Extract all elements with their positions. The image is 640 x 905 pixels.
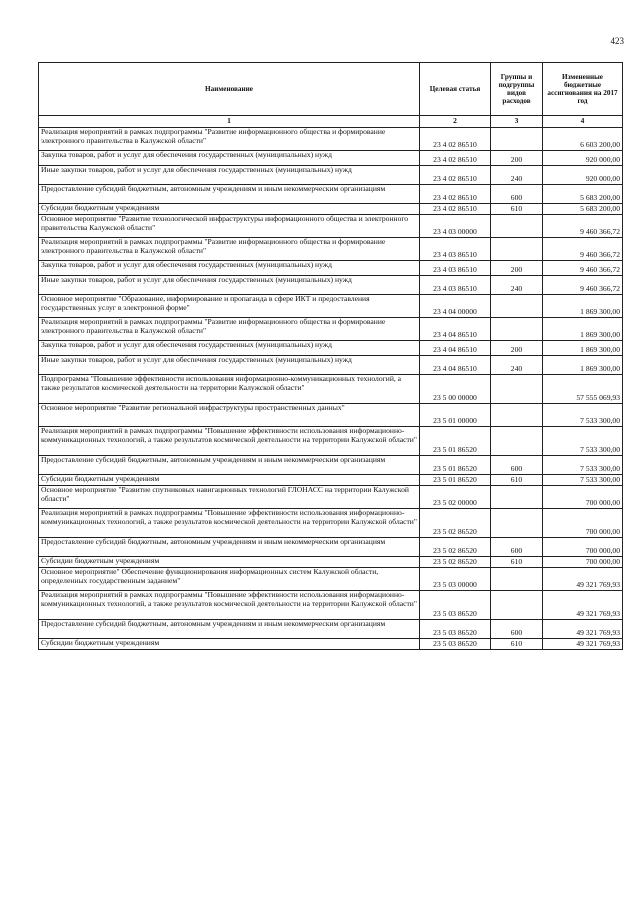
row-name-cell: Основное мероприятие "Развитие региональной инфраструктуры пространственных данных" xyxy=(39,404,420,427)
table-row xyxy=(39,404,623,427)
row-amount-cell: 1 869 300,00 xyxy=(543,341,623,356)
column-number-row xyxy=(39,116,623,128)
row-code-cell: 23 4 04 00000 xyxy=(420,295,491,318)
header-name: Наименование xyxy=(39,63,420,116)
row-code-cell: 23 5 01 86520 xyxy=(420,475,491,486)
row-name-cell: Основное мероприятие "Развитие спутниковых навигационных технологий ГЛОНАСС на территории Калужской области" xyxy=(39,486,420,509)
column-number: 1 xyxy=(39,116,420,128)
row-group-cell: 200 xyxy=(491,341,543,356)
row-name-cell: Реализация мероприятий в рамках подпрограммы "Развитие информационного общества и формирование электронного правительства в Калужской области" xyxy=(39,318,420,341)
column-number: 3 xyxy=(491,116,543,128)
row-amount-cell: 7 533 300,00 xyxy=(543,456,623,475)
row-group-cell: 600 xyxy=(491,538,543,557)
row-amount-cell: 6 603 200,00 xyxy=(543,128,623,151)
row-code-cell: 23 4 02 86510 xyxy=(420,204,491,215)
row-group-cell xyxy=(491,295,543,318)
table-row xyxy=(39,620,623,639)
row-code-cell: 23 4 03 86510 xyxy=(420,261,491,276)
table-row xyxy=(39,204,623,215)
row-code-cell: 23 4 04 86510 xyxy=(420,341,491,356)
row-amount-cell: 7 533 300,00 xyxy=(543,427,623,456)
row-name-cell: Основное мероприятие "Развитие технологической инфраструктуры информационного общества и электронного правительства Калужской области" xyxy=(39,215,420,238)
row-amount-cell: 49 321 769,93 xyxy=(543,568,623,591)
row-code-cell: 23 5 00 00000 xyxy=(420,375,491,404)
row-code-cell: 23 4 04 86510 xyxy=(420,318,491,341)
row-code-cell: 23 5 02 86520 xyxy=(420,509,491,538)
row-name-cell: Субсидии бюджетным учреждениям xyxy=(39,557,420,568)
row-group-cell: 600 xyxy=(491,456,543,475)
row-name-cell: Закупка товаров, работ и услуг для обеспечения государственных (муниципальных) нужд xyxy=(39,261,420,276)
table-row xyxy=(39,318,623,341)
row-amount-cell: 5 683 200,00 xyxy=(543,204,623,215)
table-row xyxy=(39,151,623,166)
row-name-cell: Реализация мероприятий в рамках подпрограммы "Повышение эффективности использования информационно-коммуникационных технологий, а также результатов космической деятельности на территории Калужской области" xyxy=(39,591,420,620)
table-row xyxy=(39,185,623,204)
row-code-cell: 23 5 01 00000 xyxy=(420,404,491,427)
row-group-cell: 600 xyxy=(491,620,543,639)
row-name-cell: Субсидии бюджетным учреждениям xyxy=(39,204,420,215)
row-group-cell: 200 xyxy=(491,261,543,276)
row-name-cell: Реализация мероприятий в рамках подпрограммы "Повышение эффективности использования информационно-коммуникационных технологий, а также результатов космической деятельности на территории Калужской области" xyxy=(39,509,420,538)
row-amount-cell: 1 869 300,00 xyxy=(543,318,623,341)
row-amount-cell: 9 460 366,72 xyxy=(543,261,623,276)
row-amount-cell: 700 000,00 xyxy=(543,486,623,509)
row-code-cell: 23 4 02 86510 xyxy=(420,128,491,151)
row-group-cell xyxy=(491,404,543,427)
table-row xyxy=(39,456,623,475)
row-name-cell: Иные закупки товаров, работ и услуг для обеспечения государственных (муниципальных) нужд xyxy=(39,166,420,185)
table-row xyxy=(39,486,623,509)
row-group-cell xyxy=(491,568,543,591)
row-group-cell: 600 xyxy=(491,185,543,204)
header-amount: Измененные бюджетные ассигнования на 2017 год xyxy=(543,63,623,116)
table-row xyxy=(39,509,623,538)
row-amount-cell: 920 000,00 xyxy=(543,166,623,185)
row-name-cell: Субсидии бюджетным учреждениям xyxy=(39,475,420,486)
table-row xyxy=(39,341,623,356)
row-code-cell: 23 5 02 00000 xyxy=(420,486,491,509)
header-code: Целевая статья xyxy=(420,63,491,116)
row-group-cell: 240 xyxy=(491,276,543,295)
row-amount-cell: 49 321 769,93 xyxy=(543,591,623,620)
row-name-cell: Основное мероприятие" Обеспечение функционирования информационных систем Калужской области, определенных государственным заданием" xyxy=(39,568,420,591)
table-row xyxy=(39,261,623,276)
row-code-cell: 23 5 01 86520 xyxy=(420,456,491,475)
row-name-cell: Предоставление субсидий бюджетным, автономным учреждениям и иным некоммерческим организациям xyxy=(39,185,420,204)
row-group-cell: 610 xyxy=(491,475,543,486)
table-row xyxy=(39,557,623,568)
row-amount-cell: 1 869 300,00 xyxy=(543,356,623,375)
table-row xyxy=(39,427,623,456)
column-number: 2 xyxy=(420,116,491,128)
row-amount-cell: 57 555 069,93 xyxy=(543,375,623,404)
column-number: 4 xyxy=(543,116,623,128)
table-body xyxy=(39,128,623,650)
row-name-cell: Иные закупки товаров, работ и услуг для обеспечения государственных (муниципальных) нужд xyxy=(39,356,420,375)
row-code-cell: 23 5 03 86520 xyxy=(420,620,491,639)
row-amount-cell: 9 460 366,72 xyxy=(543,215,623,238)
row-amount-cell: 7 533 300,00 xyxy=(543,475,623,486)
table-row xyxy=(39,568,623,591)
row-name-cell: Закупка товаров, работ и услуг для обеспечения государственных (муниципальных) нужд xyxy=(39,341,420,356)
row-amount-cell: 700 000,00 xyxy=(543,557,623,568)
table-row xyxy=(39,276,623,295)
row-group-cell xyxy=(491,591,543,620)
row-name-cell: Реализация мероприятий в рамках подпрограммы "Повышение эффективности использования информационно-коммуникационных технологий, а также результатов космической деятельности на территории Калужской области" xyxy=(39,427,420,456)
row-name-cell: Основное мероприятие "Образование, информирование и пропаганда в сфере ИКТ и предоставления государственных услуг в электронной форме" xyxy=(39,295,420,318)
row-code-cell: 23 4 03 86510 xyxy=(420,238,491,261)
table-row xyxy=(39,356,623,375)
row-group-cell xyxy=(491,509,543,538)
row-code-cell: 23 5 01 86520 xyxy=(420,427,491,456)
row-amount-cell: 9 460 366,72 xyxy=(543,238,623,261)
row-name-cell: Предоставление субсидий бюджетным, автономным учреждениям и иным некоммерческим организациям xyxy=(39,620,420,639)
page-number: 423 xyxy=(610,36,624,46)
row-code-cell: 23 4 03 00000 xyxy=(420,215,491,238)
row-amount-cell: 7 533 300,00 xyxy=(543,404,623,427)
row-name-cell: Иные закупки товаров, работ и услуг для обеспечения государственных (муниципальных) нужд xyxy=(39,276,420,295)
row-amount-cell: 700 000,00 xyxy=(543,538,623,557)
row-code-cell: 23 5 02 86520 xyxy=(420,557,491,568)
table-row xyxy=(39,538,623,557)
row-code-cell: 23 4 03 86510 xyxy=(420,276,491,295)
row-code-cell: 23 4 02 86510 xyxy=(420,151,491,166)
row-group-cell xyxy=(491,128,543,151)
row-group-cell: 610 xyxy=(491,639,543,650)
row-group-cell: 610 xyxy=(491,204,543,215)
row-code-cell: 23 4 04 86510 xyxy=(420,356,491,375)
row-group-cell: 240 xyxy=(491,356,543,375)
table-row xyxy=(39,639,623,650)
row-group-cell xyxy=(491,427,543,456)
row-amount-cell: 1 869 300,00 xyxy=(543,295,623,318)
row-amount-cell: 9 460 366,72 xyxy=(543,276,623,295)
row-code-cell: 23 5 03 00000 xyxy=(420,568,491,591)
table-row xyxy=(39,128,623,151)
row-group-cell xyxy=(491,486,543,509)
row-name-cell: Подпрограмма "Повышение эффективности использования информационно-коммуникационных технологий, а также результатов космической деятельности на территории Калужской области" xyxy=(39,375,420,404)
row-amount-cell: 5 683 200,00 xyxy=(543,185,623,204)
row-name-cell: Закупка товаров, работ и услуг для обеспечения государственных (муниципальных) нужд xyxy=(39,151,420,166)
table-row xyxy=(39,238,623,261)
table-row xyxy=(39,295,623,318)
row-name-cell: Субсидии бюджетным учреждениям xyxy=(39,639,420,650)
row-name-cell: Реализация мероприятий в рамках подпрограммы "Развитие информационного общества и формирование электронного правительства в Калужской области" xyxy=(39,238,420,261)
row-code-cell: 23 4 02 86510 xyxy=(420,166,491,185)
table-row xyxy=(39,375,623,404)
row-code-cell: 23 5 03 86520 xyxy=(420,591,491,620)
row-group-cell xyxy=(491,215,543,238)
row-code-cell: 23 5 03 86520 xyxy=(420,639,491,650)
row-code-cell: 23 5 02 86520 xyxy=(420,538,491,557)
table-row xyxy=(39,166,623,185)
row-amount-cell: 920 000,00 xyxy=(543,151,623,166)
row-amount-cell: 700 000,00 xyxy=(543,509,623,538)
row-amount-cell: 49 321 769,93 xyxy=(543,620,623,639)
row-amount-cell: 49 321 769,93 xyxy=(543,639,623,650)
row-name-cell: Реализация мероприятий в рамках подпрограммы "Развитие информационного общества и формирование электронного правительства в Калужской области" xyxy=(39,128,420,151)
row-group-cell xyxy=(491,238,543,261)
row-group-cell: 240 xyxy=(491,166,543,185)
row-group-cell: 610 xyxy=(491,557,543,568)
row-name-cell: Предоставление субсидий бюджетным, автономным учреждениям и иным некоммерческим организациям xyxy=(39,456,420,475)
table-row xyxy=(39,475,623,486)
row-group-cell: 200 xyxy=(491,151,543,166)
budget-table xyxy=(38,62,623,650)
row-name-cell: Предоставление субсидий бюджетным, автономным учреждениям и иным некоммерческим организациям xyxy=(39,538,420,557)
header-group: Группы и подгруппы видов расходов xyxy=(491,63,543,116)
row-code-cell: 23 4 02 86510 xyxy=(420,185,491,204)
table-row xyxy=(39,591,623,620)
row-group-cell xyxy=(491,375,543,404)
table-row xyxy=(39,215,623,238)
row-group-cell xyxy=(491,318,543,341)
header-row xyxy=(39,63,623,116)
